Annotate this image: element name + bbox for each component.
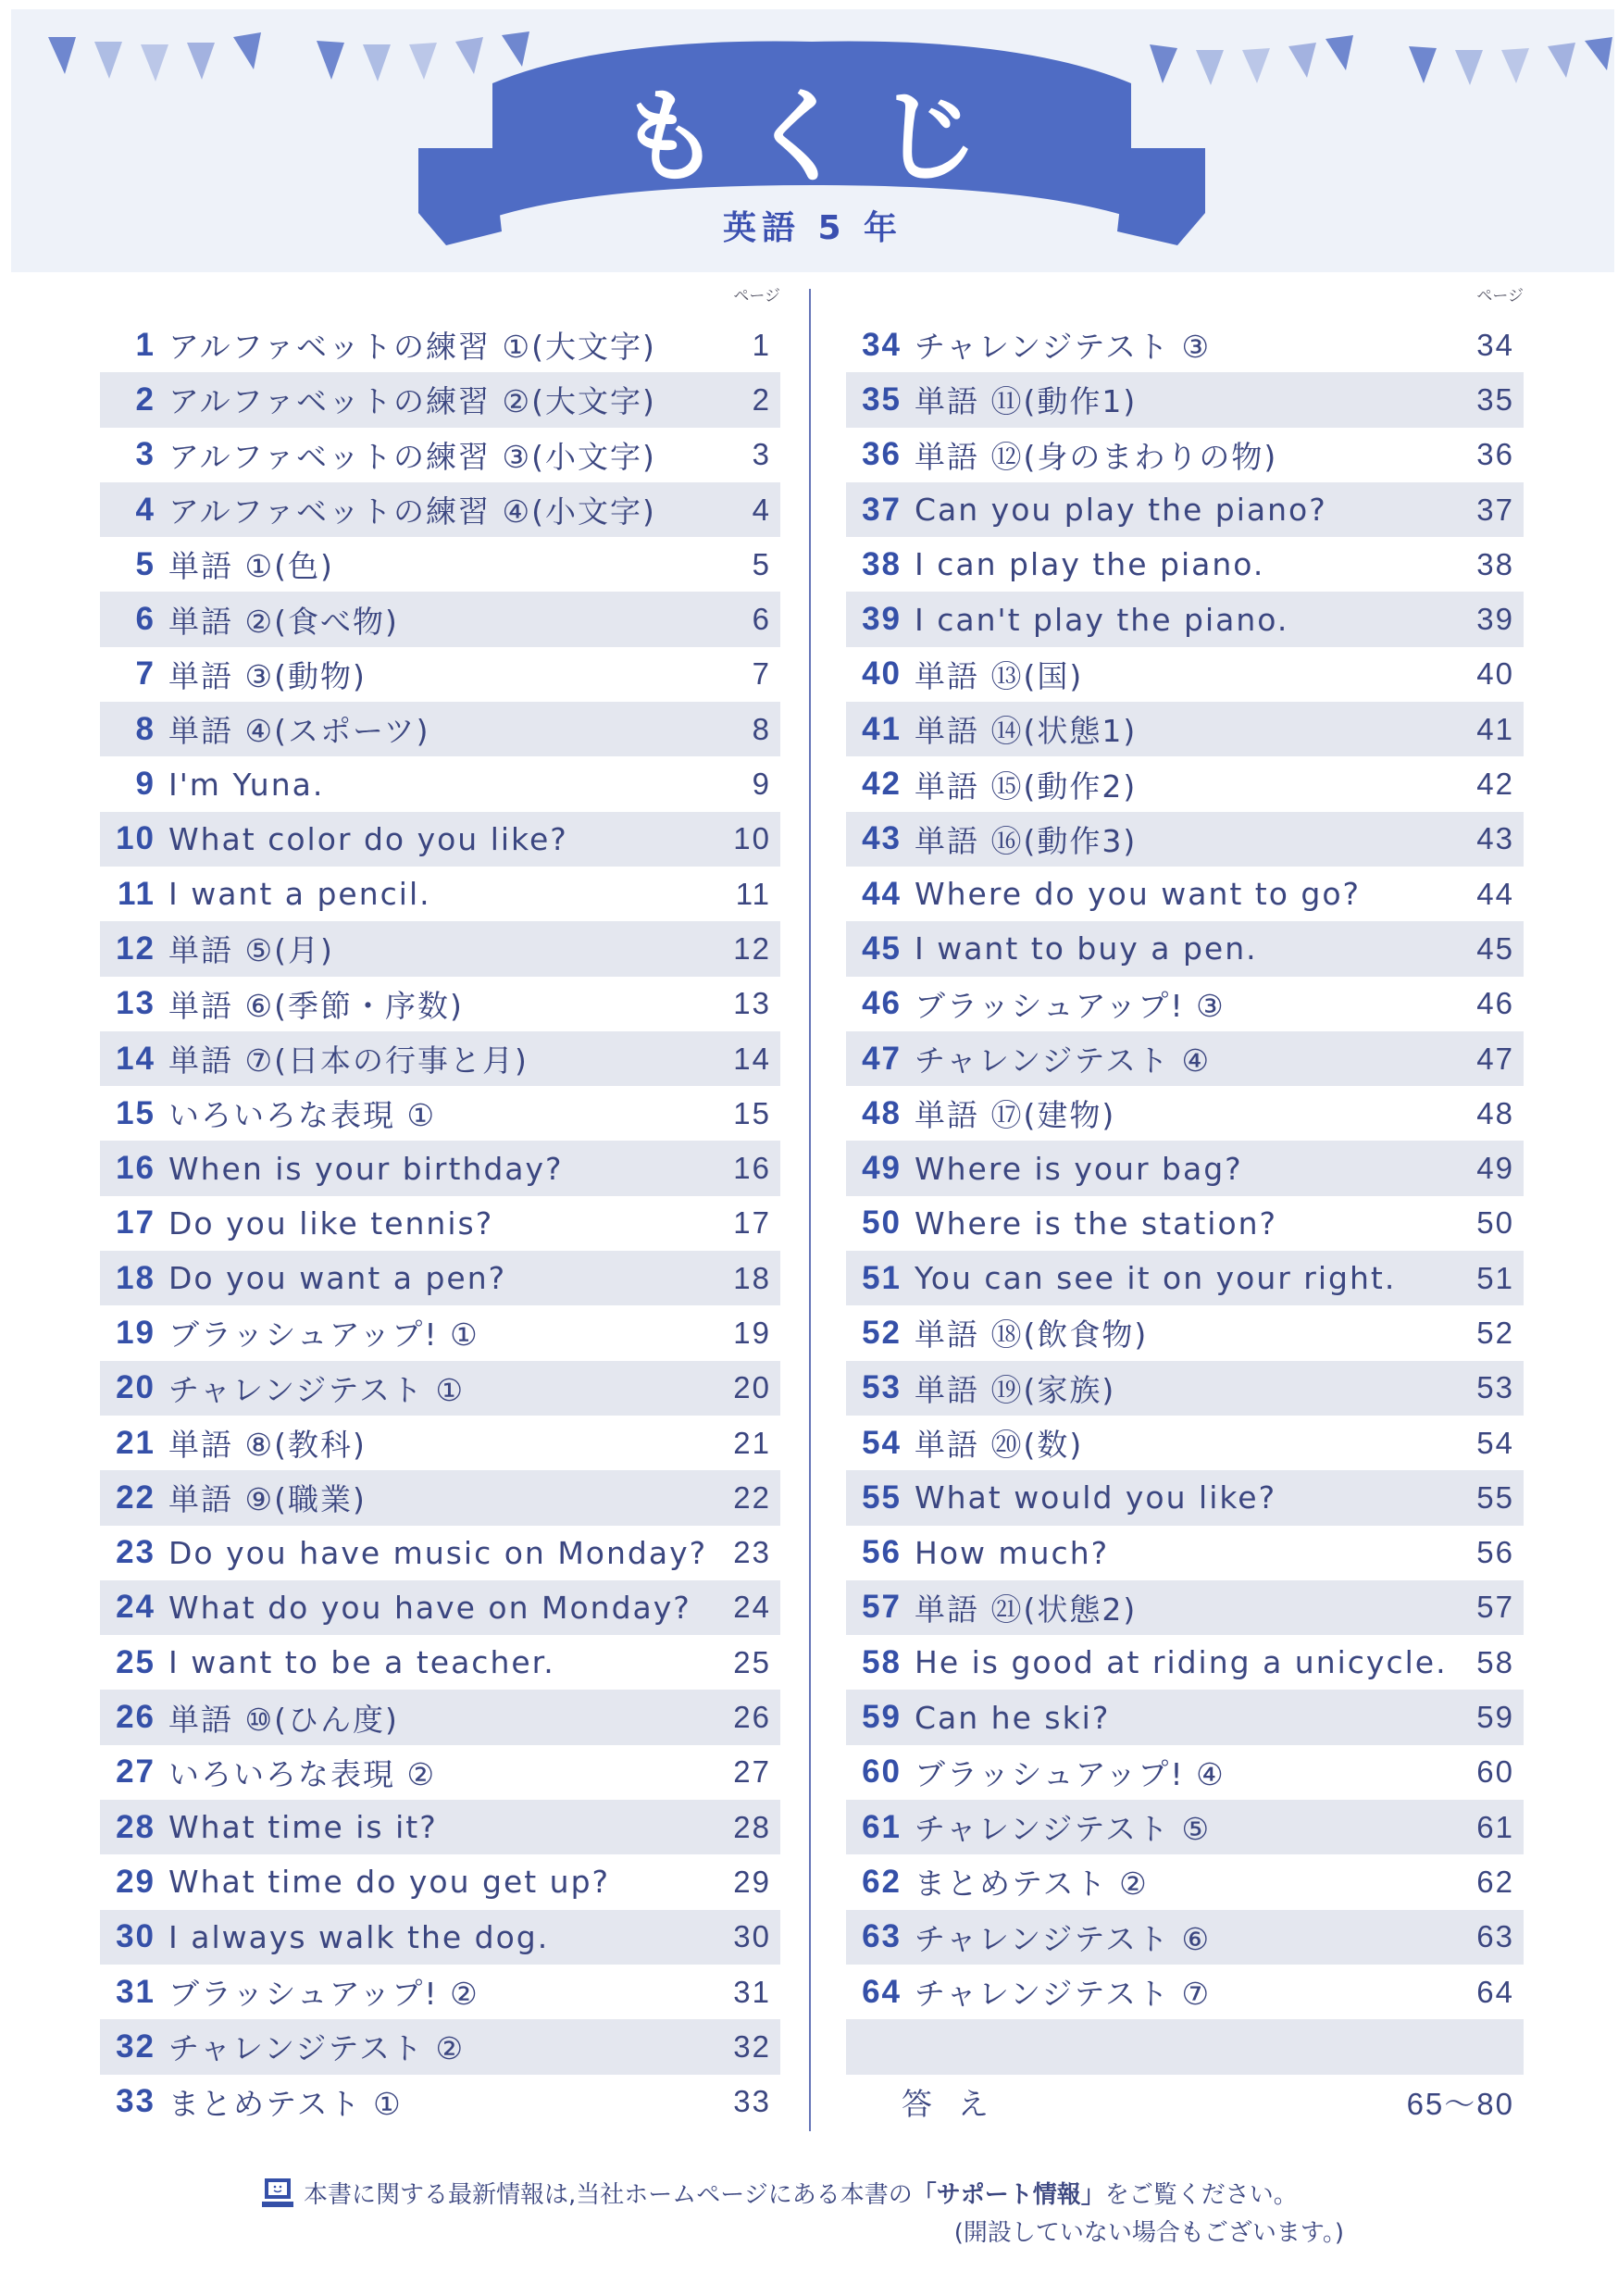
- entry-page: 9: [752, 767, 771, 802]
- entry-number: 49: [862, 1150, 902, 1187]
- entry-number: 34: [862, 326, 902, 363]
- entry-page: 22: [733, 1479, 771, 1515]
- entry-number: 16: [116, 1150, 156, 1187]
- entry-page: 12: [733, 930, 771, 966]
- page-title: もくじ: [618, 78, 1007, 196]
- toc-entry[interactable]: [100, 1031, 780, 1086]
- entry-number: 43: [862, 820, 902, 857]
- entry-title: What color do you like?: [168, 820, 568, 857]
- toc-left-column: [100, 282, 780, 2129]
- entry-page: 34: [1476, 327, 1514, 362]
- entry-page: 36: [1476, 437, 1514, 472]
- answers-row[interactable]: [846, 2075, 1524, 2129]
- toc-entry[interactable]: [100, 1141, 780, 1195]
- support-info-link[interactable]: 「サポート情報」: [912, 2181, 1105, 2209]
- entry-title: チャレンジテスト ⑤: [915, 1811, 1212, 1848]
- entry-title: I always walk the dog.: [168, 1918, 550, 1955]
- entry-title: いろいろな表現 ②: [168, 1755, 437, 1792]
- toc-entry[interactable]: [846, 647, 1524, 702]
- entry-page: 6: [752, 602, 771, 637]
- entry-title: 単語 ㉑(状態2): [915, 1591, 1138, 1628]
- answers-pages: 65～80: [1406, 2086, 1514, 2121]
- toc-entry[interactable]: [846, 867, 1524, 921]
- entry-page: 20: [733, 1370, 771, 1405]
- entry-number: 53: [862, 1369, 902, 1406]
- entry-number: 35: [862, 381, 902, 418]
- entry-title: 単語 ④(スポーツ): [168, 713, 430, 750]
- entry-title: チャレンジテスト ②: [168, 2030, 466, 2067]
- entry-title: 単語 ②(食べ物): [168, 603, 399, 640]
- toc-entry[interactable]: [846, 1910, 1524, 1965]
- entry-number: 9: [135, 766, 156, 803]
- entry-number: 11: [118, 875, 156, 912]
- toc-entry[interactable]: [846, 318, 1524, 372]
- entry-number: 30: [116, 1918, 156, 1955]
- entry-title: When is your birthday?: [168, 1150, 564, 1187]
- entry-title: I'm Yuna.: [168, 766, 325, 803]
- toc-entry[interactable]: [846, 812, 1524, 867]
- entry-title: Do you have music on Monday?: [168, 1534, 708, 1571]
- entry-title: You can see it on your right.: [915, 1260, 1397, 1297]
- entry-title: 単語 ⑦(日本の行事と月): [168, 1042, 529, 1079]
- toc-entry[interactable]: [100, 318, 780, 372]
- toc-entry[interactable]: [846, 1361, 1524, 1416]
- entry-title: 単語 ⑧(教科): [168, 1427, 367, 1464]
- toc-entry[interactable]: [100, 372, 780, 427]
- entry-page: 10: [733, 821, 771, 856]
- entry-number: 23: [116, 1534, 156, 1571]
- entry-number: 33: [116, 2083, 156, 2120]
- toc-entry[interactable]: [100, 428, 780, 482]
- entry-title: ブラッシュアップ! ③: [915, 987, 1226, 1024]
- footer-text: 本書に関する最新情報は,当社ホームページにある本書の: [304, 2181, 913, 2209]
- toc-entry[interactable]: [846, 1086, 1524, 1141]
- entry-title: 単語 ⑪(動作1): [915, 383, 1138, 420]
- entry-page: 33: [733, 2084, 771, 2119]
- header-banner: [11, 9, 1614, 272]
- entry-title: I want to buy a pen.: [915, 930, 1258, 967]
- entry-title: アルファベットの練習 ④(小文字): [168, 493, 656, 530]
- entry-number: 31: [116, 1973, 156, 2010]
- entry-page: 1: [752, 327, 771, 362]
- entry-title: 単語 ⑭(状態1): [915, 713, 1138, 750]
- entry-title: He is good at riding a unicycle.: [915, 1644, 1448, 1681]
- entry-page: 41: [1476, 711, 1514, 746]
- entry-page: 32: [733, 2028, 771, 2064]
- toc-entry[interactable]: [846, 1526, 1524, 1580]
- entry-page: 52: [1476, 1315, 1514, 1350]
- toc-entry[interactable]: [846, 756, 1524, 811]
- toc-entry[interactable]: [846, 428, 1524, 482]
- entry-page: 13: [733, 986, 771, 1021]
- toc-entry[interactable]: [100, 1910, 780, 1965]
- toc-entry[interactable]: [846, 1635, 1524, 1690]
- footer-note: (開設していない場合もございます。): [953, 2219, 1344, 2247]
- entry-title: What time is it?: [168, 1809, 438, 1846]
- entry-number: 4: [135, 491, 156, 528]
- entry-page: 2: [752, 381, 771, 417]
- toc-entry[interactable]: [100, 921, 780, 976]
- toc-entry[interactable]: [846, 1470, 1524, 1525]
- toc-entry[interactable]: [100, 756, 780, 811]
- entry-number: 26: [116, 1699, 156, 1736]
- entry-number: 40: [862, 655, 902, 693]
- entry-page: 23: [733, 1535, 771, 1570]
- entry-number: 64: [862, 1973, 902, 2010]
- toc-entry[interactable]: [100, 1965, 780, 2019]
- entry-title: アルファベットの練習 ③(小文字): [168, 438, 656, 475]
- entry-title: 単語 ⑬(国): [915, 657, 1084, 694]
- entry-number: 56: [862, 1534, 902, 1571]
- toc-entry[interactable]: [846, 1800, 1524, 1854]
- entry-number: 59: [862, 1699, 902, 1736]
- entry-page: 49: [1476, 1151, 1514, 1186]
- entry-page: 28: [733, 1809, 771, 1844]
- entry-page: 44: [1476, 876, 1514, 911]
- toc-entry[interactable]: [100, 537, 780, 592]
- entry-number: 5: [135, 545, 156, 582]
- entry-page: 40: [1476, 656, 1514, 692]
- entry-page: 54: [1476, 1425, 1514, 1460]
- entry-number: 55: [862, 1479, 902, 1516]
- entry-title: アルファベットの練習 ①(大文字): [168, 329, 656, 366]
- entry-page: 61: [1476, 1809, 1514, 1844]
- answers-label: 答え: [902, 2085, 1014, 2122]
- entry-page: 3: [752, 437, 771, 472]
- entry-page: 25: [733, 1644, 771, 1679]
- entry-page: 56: [1476, 1535, 1514, 1570]
- entry-title: I want a pencil.: [168, 876, 431, 913]
- entry-page: 4: [752, 492, 771, 527]
- entry-page: 15: [733, 1095, 771, 1130]
- entry-number: 39: [862, 601, 902, 638]
- page-column-label: ページ: [1476, 287, 1524, 306]
- toc-entry[interactable]: [100, 592, 780, 646]
- entry-page: 11: [735, 876, 771, 911]
- entry-title: 単語 ⑨(職業): [168, 1481, 367, 1518]
- entry-number: 38: [862, 545, 902, 582]
- toc-entry[interactable]: [846, 1690, 1524, 1744]
- entry-page: 7: [752, 656, 771, 692]
- entry-number: 15: [116, 1094, 156, 1131]
- page-column-label: ページ: [733, 287, 780, 306]
- computer-icon: [261, 2177, 294, 2210]
- entry-title: How much?: [915, 1534, 1110, 1571]
- entry-number: 19: [116, 1314, 156, 1351]
- toc-entry[interactable]: [100, 1800, 780, 1854]
- toc-entry[interactable]: [846, 1305, 1524, 1360]
- entry-title: What do you have on Monday?: [168, 1589, 691, 1626]
- entry-title: 単語 ⑮(動作2): [915, 767, 1138, 805]
- entry-page: 53: [1476, 1370, 1514, 1405]
- entry-number: 61: [862, 1808, 902, 1845]
- toc-entry[interactable]: [846, 1854, 1524, 1909]
- entry-number: 44: [862, 875, 902, 912]
- entry-page: 57: [1476, 1590, 1514, 1625]
- entry-number: 25: [116, 1643, 156, 1680]
- toc-entry[interactable]: [846, 977, 1524, 1031]
- entry-number: 36: [862, 436, 902, 473]
- toc-entry[interactable]: [846, 482, 1524, 537]
- toc-entry[interactable]: [100, 1745, 780, 1800]
- entry-number: 24: [116, 1589, 156, 1626]
- toc-entry[interactable]: [100, 1416, 780, 1470]
- entry-number: 42: [862, 766, 902, 803]
- entry-number: 58: [862, 1643, 902, 1680]
- entry-number: 47: [862, 1040, 902, 1077]
- entry-number: 20: [116, 1369, 156, 1406]
- toc-entry[interactable]: [846, 1416, 1524, 1470]
- entry-page: 16: [733, 1151, 771, 1186]
- entry-title: What would you like?: [915, 1479, 1277, 1516]
- entry-title: 単語 ⑫(身のまわりの物): [915, 438, 1278, 475]
- entry-title: 単語 ⑤(月): [168, 932, 334, 969]
- entry-title: 単語 ⑱(飲食物): [915, 1316, 1149, 1354]
- entry-page: 63: [1476, 1919, 1514, 1954]
- entry-title: チャレンジテスト ①: [168, 1371, 466, 1408]
- entry-title: I can play the piano.: [915, 546, 1265, 583]
- entry-number: 32: [116, 2028, 156, 2065]
- entry-title: 単語 ③(動物): [168, 657, 367, 694]
- toc-entry[interactable]: [100, 1361, 780, 1416]
- entry-title: いろいろな表現 ①: [168, 1097, 437, 1134]
- entry-title: Do you want a pen?: [168, 1260, 507, 1297]
- toc-entry[interactable]: [100, 1854, 780, 1909]
- entry-page: 37: [1476, 492, 1514, 527]
- entry-number: 29: [116, 1863, 156, 1900]
- entry-page: 48: [1476, 1095, 1514, 1130]
- entry-number: 57: [862, 1589, 902, 1626]
- entry-page: 17: [733, 1205, 771, 1241]
- entry-page: 60: [1476, 1754, 1514, 1790]
- footer-text-end: をご覧ください。: [1104, 2181, 1298, 2209]
- entry-number: 46: [862, 985, 902, 1022]
- entry-page: 5: [752, 546, 771, 581]
- entry-title: I want to be a teacher.: [168, 1644, 555, 1681]
- entry-page: 55: [1476, 1479, 1514, 1515]
- toc-entry[interactable]: [100, 1305, 780, 1360]
- entry-page: 24: [733, 1590, 771, 1625]
- entry-page: 62: [1476, 1864, 1514, 1899]
- entry-number: 3: [135, 436, 156, 473]
- entry-title: アルファベットの練習 ②(大文字): [168, 383, 656, 420]
- entry-number: 2: [135, 381, 156, 418]
- entry-title: Where is the station?: [915, 1204, 1278, 1242]
- entry-title: ブラッシュアップ! ①: [168, 1316, 479, 1354]
- page-subtitle: 英語 5 年: [722, 209, 903, 247]
- entry-number: 52: [862, 1314, 902, 1351]
- entry-number: 14: [116, 1040, 156, 1077]
- entry-page: 64: [1476, 1974, 1514, 2009]
- entry-number: 8: [135, 710, 156, 747]
- toc-entry[interactable]: [100, 1470, 780, 1525]
- toc-entry[interactable]: [846, 592, 1524, 646]
- entry-title: ブラッシュアップ! ④: [915, 1755, 1226, 1792]
- entry-title: Where do you want to go?: [915, 876, 1362, 913]
- entry-page: 43: [1476, 821, 1514, 856]
- toc-entry[interactable]: [846, 1745, 1524, 1800]
- toc-entry[interactable]: [846, 1251, 1524, 1305]
- entry-page: 45: [1476, 930, 1514, 966]
- entry-page: 59: [1476, 1700, 1514, 1735]
- toc-entry[interactable]: [100, 812, 780, 867]
- entry-page: 18: [733, 1260, 771, 1295]
- entry-title: Can he ski?: [915, 1699, 1111, 1736]
- entry-title: 単語 ⑰(建物): [915, 1097, 1116, 1134]
- toc-entry[interactable]: [846, 537, 1524, 592]
- entry-title: まとめテスト ①: [168, 2085, 403, 2122]
- toc-entry[interactable]: [846, 1031, 1524, 1086]
- entry-page: 38: [1476, 546, 1514, 581]
- entry-number: 63: [862, 1918, 902, 1955]
- toc-entry[interactable]: [100, 482, 780, 537]
- entry-number: 27: [116, 1753, 156, 1791]
- entry-number: 7: [135, 655, 156, 693]
- toc-entry[interactable]: [100, 1635, 780, 1690]
- toc-entry[interactable]: [846, 1141, 1524, 1195]
- entry-number: 18: [116, 1259, 156, 1296]
- entry-number: 10: [116, 820, 156, 857]
- toc-right-column: [846, 282, 1524, 2129]
- entry-page: 46: [1476, 986, 1514, 1021]
- entry-title: ブラッシュアップ! ②: [168, 1976, 479, 2013]
- blank-row: [846, 2019, 1524, 2074]
- entry-number: 37: [862, 491, 902, 528]
- toc-entry[interactable]: [100, 1580, 780, 1635]
- entry-number: 41: [862, 710, 902, 747]
- toc-entry[interactable]: [846, 372, 1524, 427]
- toc-entry[interactable]: [846, 1580, 1524, 1635]
- entry-page: 51: [1476, 1260, 1514, 1295]
- entry-page: 58: [1476, 1644, 1514, 1679]
- toc-entry[interactable]: [100, 2075, 780, 2129]
- entry-title: チャレンジテスト ⑦: [915, 1976, 1212, 2013]
- toc-entry[interactable]: [100, 2019, 780, 2074]
- footer-notice: [261, 2176, 1372, 2248]
- entry-page: 21: [733, 1425, 771, 1460]
- entry-page: 30: [733, 1919, 771, 1954]
- toc-entry[interactable]: [100, 1196, 780, 1251]
- entry-number: 17: [116, 1204, 156, 1242]
- entry-number: 1: [135, 326, 156, 363]
- entry-page: 47: [1476, 1041, 1514, 1076]
- entry-number: 51: [862, 1259, 902, 1296]
- entry-number: 62: [862, 1863, 902, 1900]
- toc-entry[interactable]: [100, 1690, 780, 1744]
- entry-number: 22: [116, 1479, 156, 1516]
- entry-number: 13: [116, 985, 156, 1022]
- entry-page: 27: [733, 1754, 771, 1790]
- toc-entry[interactable]: [100, 1251, 780, 1305]
- entry-number: 60: [862, 1753, 902, 1791]
- toc-entry[interactable]: [100, 702, 780, 756]
- entry-title: 単語 ⑲(家族): [915, 1371, 1116, 1408]
- entry-number: 6: [135, 601, 156, 638]
- entry-title: 単語 ⑥(季節・序数): [168, 987, 464, 1024]
- toc-entry[interactable]: [846, 1196, 1524, 1251]
- entry-title: 単語 ①(色): [168, 548, 334, 585]
- entry-title: What time do you get up?: [168, 1864, 611, 1901]
- entry-number: 50: [862, 1204, 902, 1242]
- entry-title: Can you play the piano?: [915, 492, 1327, 529]
- entry-number: 54: [862, 1424, 902, 1461]
- entry-number: 48: [862, 1094, 902, 1131]
- entry-title: チャレンジテスト ④: [915, 1042, 1212, 1079]
- entry-page: 31: [733, 1974, 771, 2009]
- toc-entry[interactable]: [846, 921, 1524, 976]
- toc-entry[interactable]: [100, 867, 780, 921]
- entry-title: まとめテスト ②: [915, 1866, 1149, 1903]
- entry-title: I can't play the piano.: [915, 601, 1289, 638]
- entry-title: チャレンジテスト ③: [915, 329, 1212, 366]
- entry-title: 単語 ⑯(動作3): [915, 822, 1138, 859]
- entry-page: 50: [1476, 1205, 1514, 1241]
- column-divider: [809, 289, 811, 2131]
- entry-number: 28: [116, 1808, 156, 1845]
- entry-number: 21: [116, 1424, 156, 1461]
- entry-title: Where is your bag?: [915, 1150, 1243, 1187]
- toc-entry[interactable]: [846, 1965, 1524, 2019]
- toc-entry[interactable]: [100, 1086, 780, 1141]
- entry-page: 26: [733, 1700, 771, 1735]
- entry-number: 12: [116, 930, 156, 967]
- toc-entry[interactable]: [100, 977, 780, 1031]
- entry-page: 8: [752, 711, 771, 746]
- entry-page: 39: [1476, 602, 1514, 637]
- entry-title: 単語 ⑩(ひん度): [168, 1701, 399, 1738]
- entry-page: 42: [1476, 767, 1514, 802]
- toc-entry[interactable]: [100, 647, 780, 702]
- entry-number: 45: [862, 930, 902, 967]
- entry-page: 19: [733, 1315, 771, 1350]
- entry-title: 単語 ⑳(数): [915, 1427, 1084, 1464]
- toc-entry[interactable]: [846, 702, 1524, 756]
- entry-title: チャレンジテスト ⑥: [915, 1920, 1212, 1957]
- toc-entry[interactable]: [100, 1526, 780, 1580]
- entry-page: 14: [733, 1041, 771, 1076]
- entry-page: 29: [733, 1864, 771, 1899]
- entry-title: Do you like tennis?: [168, 1204, 494, 1242]
- entry-page: 35: [1476, 381, 1514, 417]
